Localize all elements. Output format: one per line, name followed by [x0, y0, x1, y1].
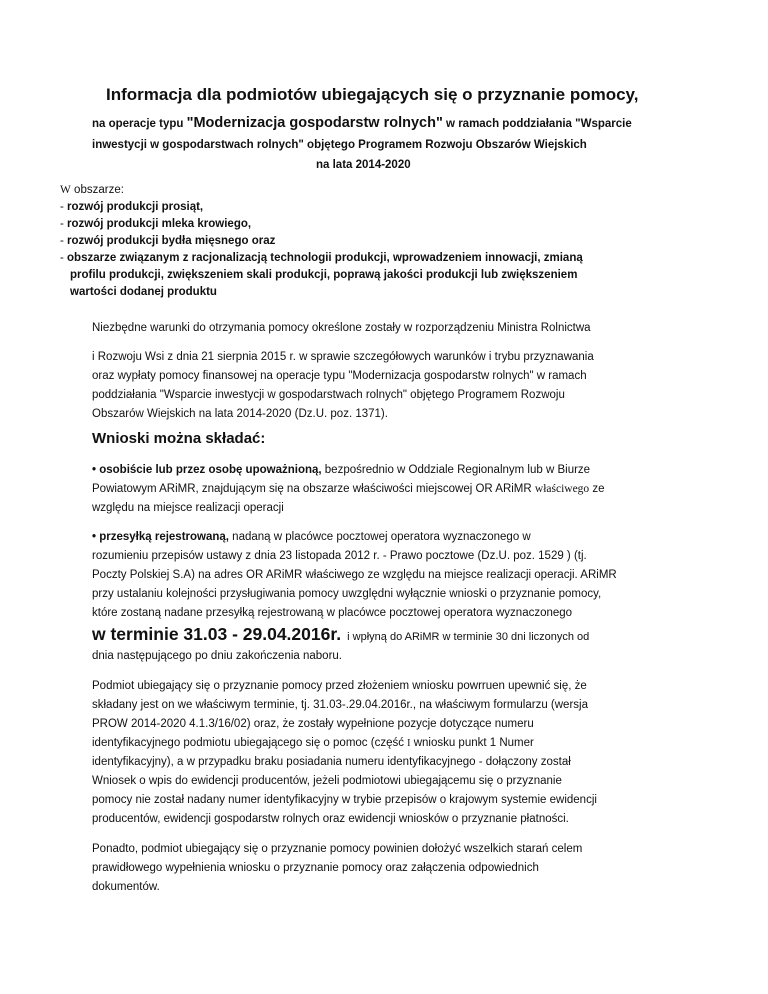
- subtitle-operation-name: "Modernizacja gospodarstw rolnych": [186, 115, 443, 131]
- submission-mail-line: przy ustalaniu kolejności przysługiwania pomocy uwzględni wyłącznie wnioski o przyznanie pomocy,: [92, 588, 602, 600]
- submission-mail-line: Poczty Polskiej S.A) na adres OR ARiMR właściwego ze względu na miejsce realizacji operacji. ARiMR: [92, 569, 617, 581]
- areas-lead-initial: W: [60, 184, 71, 196]
- list-item: - rozwój produkcji prosiąt,: [60, 201, 204, 213]
- list-item: - rozwój produkcji bydła mięsnego oraz: [60, 235, 276, 247]
- areas-lead-text: obszarze:: [70, 184, 124, 196]
- verification-line: identyfikacyjny), a w przypadku braku posiadania numeru identyfikacyjnego - dołączony został: [92, 756, 571, 768]
- subtitle-prefix: na operacje typu: [92, 118, 187, 130]
- list-item: - obszarze związanym z racjonalizacją technologii produkcji, wprowadzeniem innowacji, zmianą: [60, 252, 583, 264]
- final-line: dokumentów.: [92, 881, 160, 893]
- list-item-continuation: wartości dodanej produktu: [70, 286, 217, 298]
- section-heading: Wnioski można składać:: [92, 430, 266, 447]
- page-title: Informacja dla podmiotów ubiegających się o przyznanie pomocy,: [106, 85, 639, 104]
- submission-mail-line: rozumieniu przepisów ustawy z dnia 23 listopada 2012 r. - Prawo pocztowe (Dz.U. poz. 1529 ) (tj.: [92, 550, 587, 562]
- verification-line: Podmiot ubiegający się o przyznanie pomocy przed złożeniem wniosku powrruen upewnić się, że: [92, 680, 587, 692]
- submission-personal-line-1: • osobiście lub przez osobę upoważnioną, bezpośrednio w Oddziale Regionalnym lub w Biurze: [92, 464, 591, 476]
- final-line: Ponadto, podmiot ubiegający się o przyznanie pomocy powinien dołożyć wszelkich starań celem: [92, 843, 583, 855]
- subtitle-line-1: [92, 114, 632, 133]
- submission-personal-label: • osobiście lub przez osobę upoważnioną,: [92, 464, 322, 476]
- conditions-line: oraz wypłaty pomocy finansowej na operacje typu "Modernizacja gospodarstw rolnych" w ramach: [92, 370, 587, 382]
- submission-mail-label: • przesyłką rejestrowaną,: [92, 531, 229, 543]
- conditions-line: i Rozwoju Wsi z dnia 21 sierpnia 2015 r. w sprawie szczegółowych warunków i trybu przyznawania: [92, 351, 594, 363]
- subtitle-suffix: w ramach poddziałania "Wsparcie: [442, 118, 632, 130]
- submission-personal-line-3: względu na miejsce realizacji operacji: [92, 502, 284, 514]
- areas-lead: [60, 181, 124, 199]
- list-item: - rozwój produkcji mleka krowiego,: [60, 218, 252, 230]
- submission-mail-line-1: • przesyłką rejestrowaną, nadaną w placówce pocztowej operatora wyznaczonego w: [92, 531, 531, 543]
- subtitle-line-2: inwestycji w gospodarstwach rolnych" objętego Programem Rozwoju Obszarów Wiejskich: [92, 139, 587, 151]
- list-item-continuation: profilu produkcji, zwiększeniem skali produkcji, poprawą jakości produkcji lub zwiększeniem: [70, 269, 578, 281]
- submission-deadline-line-2: dnia następującego po dniu zakończenia naboru.: [92, 650, 342, 662]
- verification-line: producentów, ewidencji gospodarstw rolnych oraz ewidencji wniosków o przyznanie płatności.: [92, 813, 569, 825]
- verification-line: pomocy nie został nadany numer identyfikacyjny w trybie przepisów o krajowym systemie ewidencji: [92, 794, 597, 806]
- conditions-intro: Niezbędne warunki do otrzymania pomocy określone zostały w rozporządzeniu Ministra Rolnictwa: [92, 322, 591, 334]
- verification-line: identyfikacyjnego podmiotu ubiegającego się o pomoc (część I wniosku punkt 1 Numer: [92, 737, 534, 749]
- conditions-line: Obszarów Wiejskich na lata 2014-2020 (Dz.U. poz. 1371).: [92, 408, 388, 420]
- conditions-line: poddziałania "Wsparcie inwestycji w gospodarstwach rolnych" objętego Programem Rozwoju: [92, 389, 565, 401]
- final-line: prawidłowego wypełnienia wniosku o przyznanie pomocy oraz załączenia odpowiednich: [92, 862, 539, 874]
- submission-deadline: w terminie 31.03 - 29.04.2016r.: [92, 624, 342, 644]
- submission-personal-line-2: Powiatowym ARiMR, znajdującym się na obszarze właściwości miejscowej OR ARiMR właściwego ze: [92, 483, 605, 495]
- verification-line: PROW 2014-2020 4.1.3/16/02) oraz, że zostały wypełnione pozycje dotyczące numeru: [92, 718, 534, 730]
- submission-deadline-line: w terminie 31.03 - 29.04.2016r. i wpłyną do ARiMR w terminie 30 dni liczonych od: [92, 624, 590, 644]
- subtitle-line-3: na lata 2014-2020: [316, 159, 411, 171]
- verification-line: składany jest on we właściwym terminie, tj. 31.03-.29.04.2016r., na właściwym formularzu (wersja: [92, 699, 588, 711]
- verification-line: Wniosek o wpis do ewidencji producentów, jeżeli podmiotowi ubiegającemu się o przyznanie: [92, 775, 562, 787]
- submission-mail-line: które zostaną nadane przesyłką rejestrowaną w placówce pocztowej operatora wyznaczonego: [92, 607, 573, 619]
